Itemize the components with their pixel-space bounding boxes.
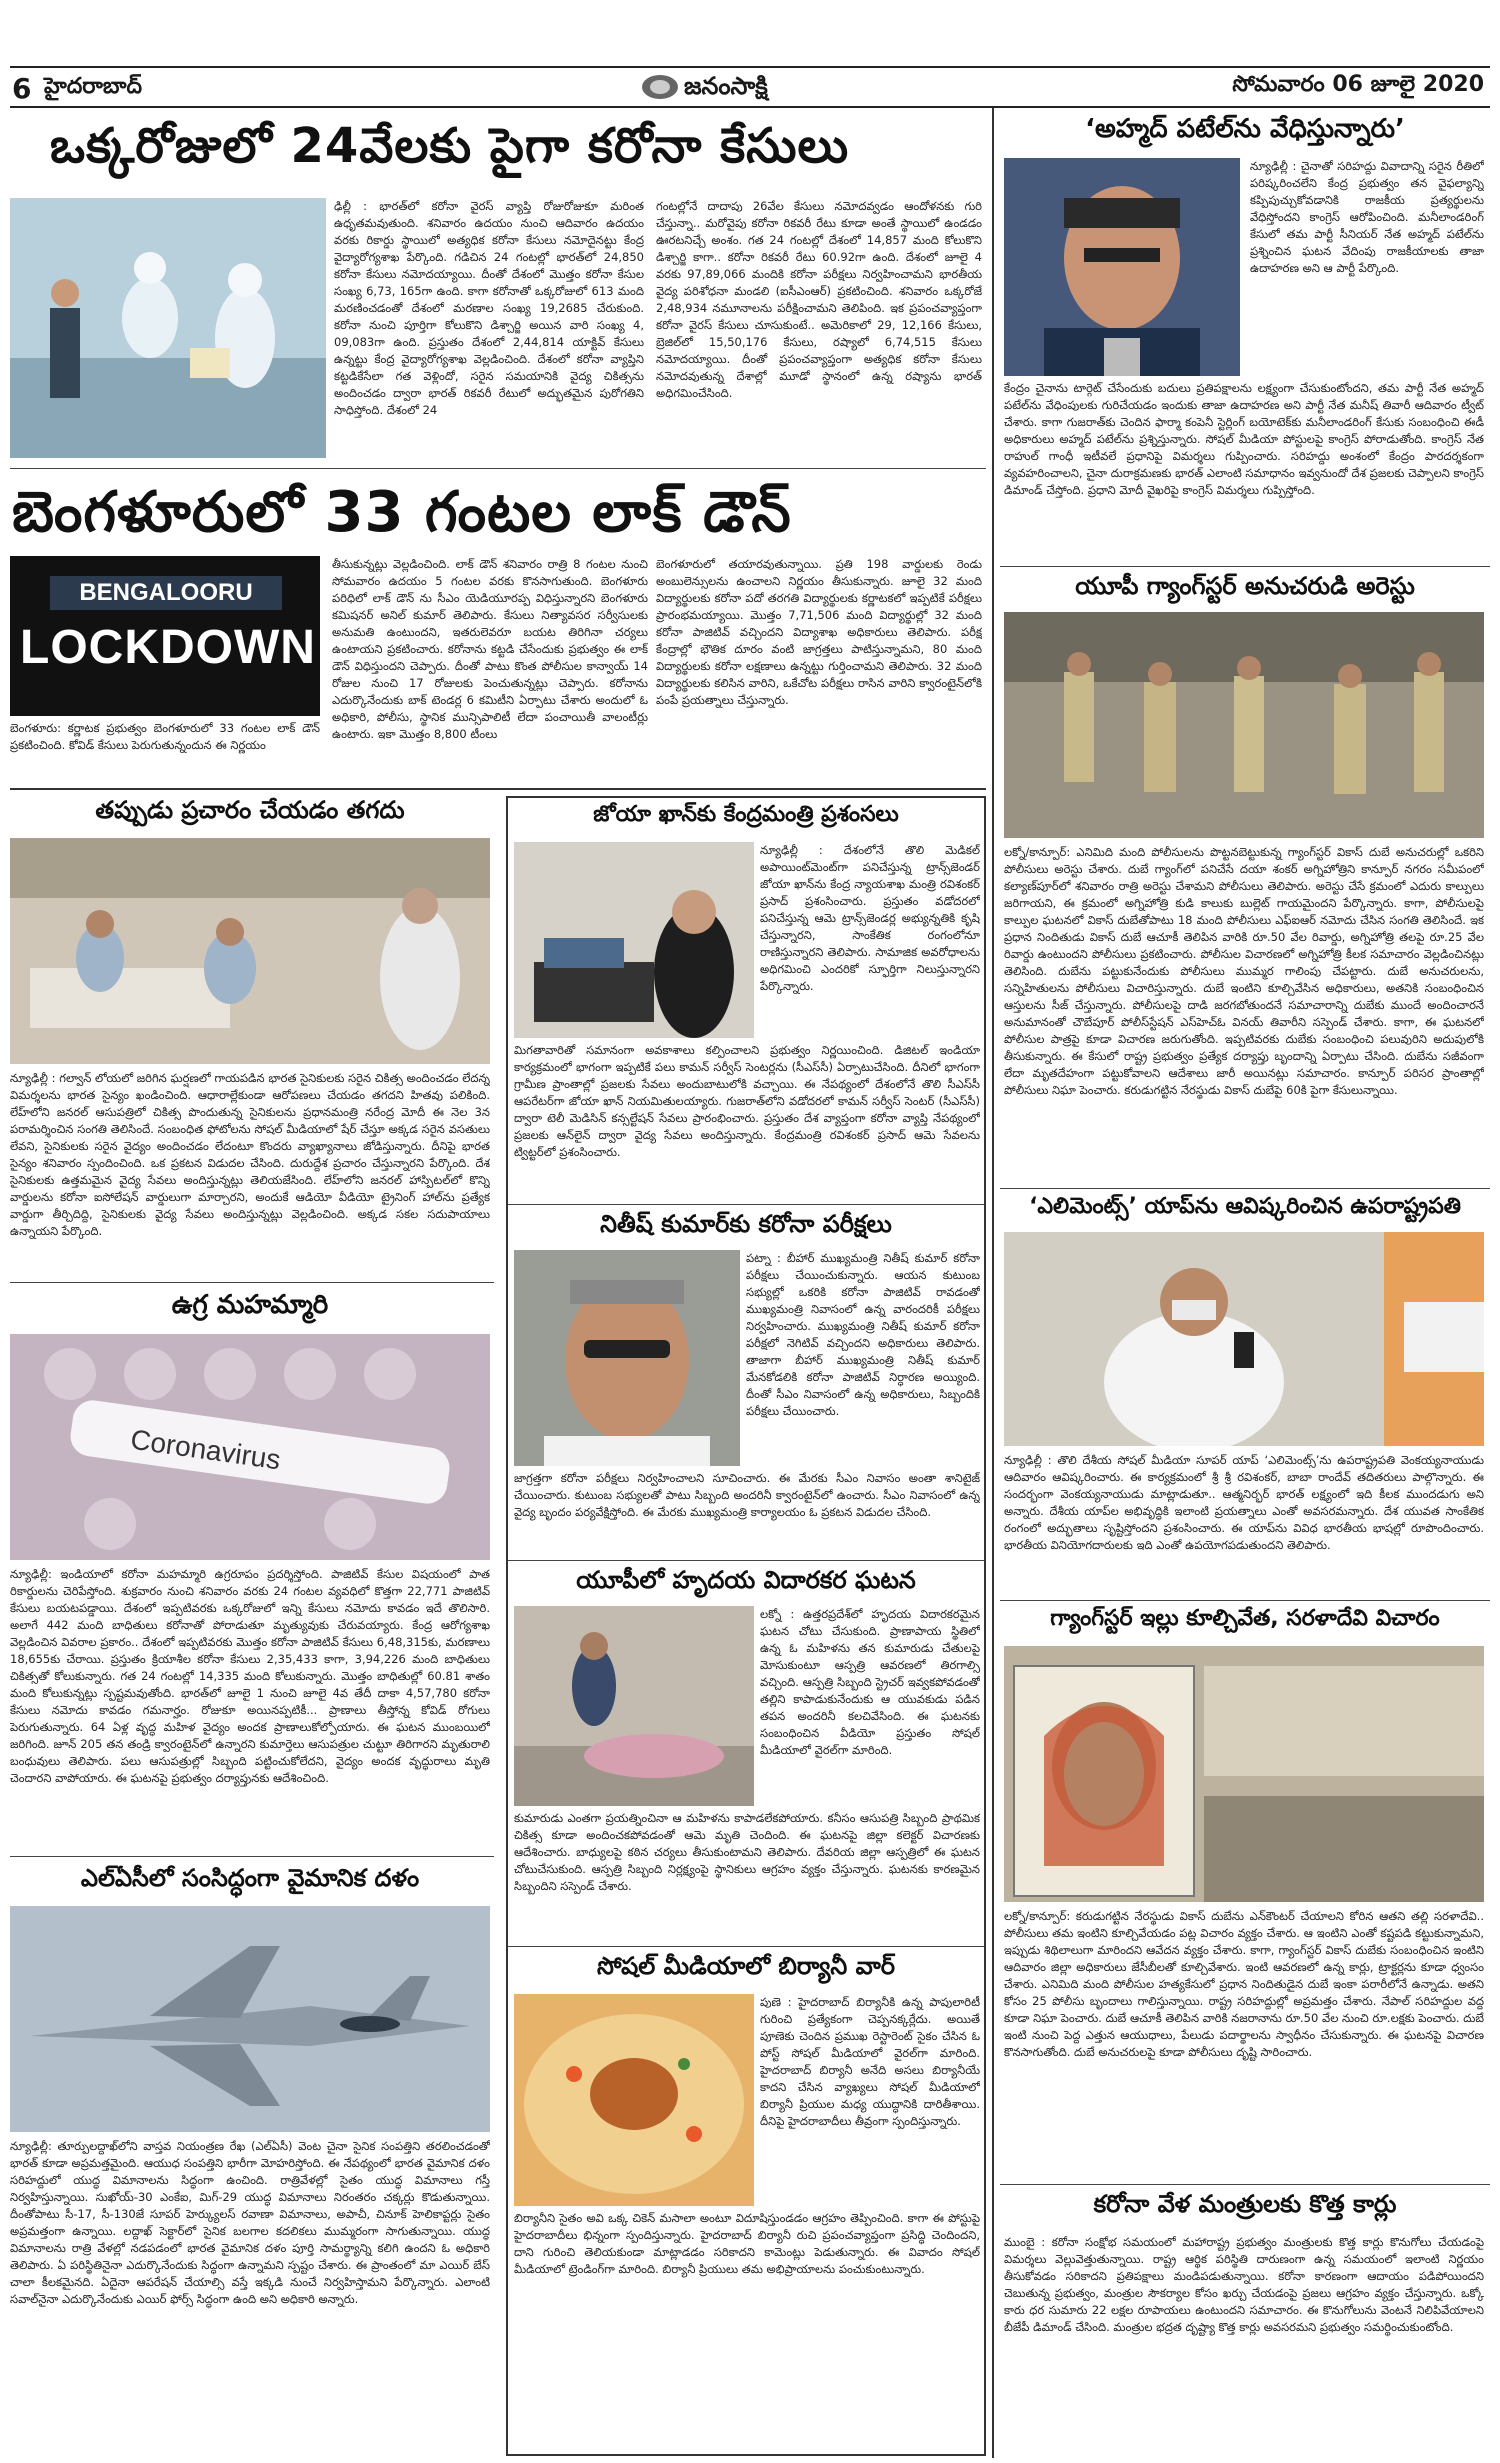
photo-nitish [514, 1250, 740, 1466]
photo-coronavirus-tube [10, 1334, 490, 1560]
issue-date: సోమవారం 06 జూలై 2020 [1232, 72, 1484, 97]
photo-fighter-jet [10, 1906, 490, 2132]
body-bengaluru-1: తీసుకున్నట్లు వెల్లడించింది. లాక్‌ డౌన్‌ శనివారం రాత్రి 8 గంటల నుంచి సోమవారం ఉదయం 5 గంటల వరకు కొనసాగుతుంది. బెంగళూరు పరిధిలో లాక్‌ డౌన్‌ ను సీఎం యెడియూరప్ప విధిస్తున్నారని బెంగళూరు కమిషనర్‌ అనిల్‌ కుమార్‌ తెలిపారు. కేసులు నిత్యావసర సర్వీసులకు అనుమతి ఉంటుందని, ఇతరులెవరూ బయట తిరిగినా చర్యలు ఉంటాయని ప్రకటించారు. కరోనాను కట్టడి చేసేందుకు ప్రభుత్వం ఈ లాక్‌ డౌన్‌ విధిస్తుందని చెప్పారు. దీంతో పాటు కొంత పోలీసుల కాన్వాయ్‌ 14 రోజుల నుంచి 17 రోజులకు పెంచుతున్నట్లు చెప్పారు. కరోనాను ఎదుర్కొనేందుకు బాక్‌ టెండర్ల 6 కమిటీని ఏర్పాటు చేశారు అందులో ఓ అధికారి, పోలీసు, స్థానిక మున్సిపాలిటీ లేదా పంచాయితీ వాలంటీర్లు ఉంటారు. ఇకా మొత్తం 8,800 టీంలు [332, 557, 648, 741]
headline-up-tragedy: యూపీలో హృదయ విదారకర ఘటన [576, 1566, 916, 1594]
masthead-rule [10, 66, 1490, 68]
separator [10, 1856, 494, 1857]
caption-bengaluru: బెంగళూరు: కర్ణాటక ప్రభుత్వం బెంగళూరులో 33 గంటల లాక్‌ డౌన్‌ ప్రకటించింది. కోవిడ్‌ కేసులు పెరుగుతున్నందున ఈ నిర్ణయం [10, 721, 320, 752]
logo-emblem-icon [640, 72, 680, 102]
body-gangster-house: లక్నో/కాన్పూర్‌: కరుడుగట్టిన నేరస్థుడు వికాస్‌ దుబేను ఎన్‌కౌంటర్‌ చేయాలని కోరిన ఆతని తల్లి సరళాదేవి.. పోలీసులు తమ ఇంటిని కూల్చివేయడం పట్ల విచారం వ్యక్తం చేశారు. ఆ ఇంటిని ఎంతో కష్టపడి కట్టుకున్నామని, ఇప్పుడు శిథిలాలుగా మారిందని ఆవేదన వ్యక్తం చేశారు. కాగా, గ్యాంగ్‌స్టర్‌ వికాస్‌ దుబేకు సంబంధించిన ఇంటిని ఆదివారం జిల్లా అధికారులు జేసీబీలతో కూల్చివేశారు. ఇంటి ఆవరణలో ఉన్న కార్లు, ట్రాక్టర్లను కూడా ధ్వంసం చేశారు. ఎనిమిది మంది పోలీసుల హత్యకేసులో ప్రధాన నిందితుడైన దుబే ఇంకా పరారీలోనే ఉన్నాడు. అతని కోసం 25 పోలీసు బృందాలు గాలిస్తున్నాయి. రాష్ట్ర సరిహద్దుల్లో అప్రమత్తం చేశారు. నేపాల్‌ సరిహద్దుల వద్ద కూడా నిఘా పెంచారు. దుబే ఆచూకీ తెలిపిన వారికి నజరానాను రూ.50 వేల నుంచి రూ.లక్షకు పెంచారు. దుబే ఇంటి నుంచి పెద్ద ఎత్తున ఆయుధాలు, పేలుడు పదార్థాలను స్వాధీనం చేసుకున్నారు. ఈ ఘటనపై విచారణ కొనసాగుతోంది. దుబే అనుచరులపై కూడా పోలీసులు దృష్టి సారించారు. [1004, 1909, 1484, 2059]
separator [10, 468, 986, 469]
body-biryani-2: బిర్యానీని సైతం అవి ఒక్క చికెన్‌ మసాలా అంటూ విదూషిస్తుండడం ఆగ్రహం తెప్పించింది. కాగా ఈ పోస్టుపై హైదరాబాదీలు భిన్నంగా స్పందిస్తున్నారు. హైదరాబాద్‌ బిర్యానీ రుచి ప్రపంచవ్యాప్తంగా ప్రసిద్ధి చెందిందని, దాని గురించి తెలియకుండా మాట్లాడడం సరికాదని కామెంట్లు పెడుతున్నారు. ఈ వివాదం సోషల్‌ మీడియాలో ట్రెండింగ్‌గా మారింది. బిర్యానీ ప్రియులు తమ అభిప్రాయాలను పంచుకుంటున్నారు. [514, 2211, 980, 2276]
coronavirus-label: Coronavirus [128, 1423, 283, 1476]
police-crowd-photo-icon [1004, 612, 1484, 838]
photo-manish-tewari [1004, 158, 1240, 376]
separator [1000, 1600, 1490, 1601]
body-up-tragedy-1: లక్నో : ఉత్తరప్రదేశ్‌లో హృదయ విదారకరమైన ఘటన చోటు చేసుకుంది. ప్రాణాపాయ స్థితిలో ఉన్న ఓ మహిళను తన కుమారుడు చేతులపై మోసుకుంటూ ఆస్పత్రి ఆవరణలో తిరగాల్సి వచ్చింది. ఆస్పత్రి సిబ్బంది స్ట్రెచర్‌ ఇవ్వకపోవడంతో తల్లిని కాపాడుకునేందుకు ఆ యువకుడు పడిన తపన అందరినీ కలచివేసింది. ఈ ఘటనకు సంబంధించిన వీడియో ప్రస్తుతం సోషల్‌ మీడియాలో వైరల్‌గా మారింది. [760, 1607, 980, 1757]
medical-team-photo-icon [10, 198, 326, 458]
body-nitish-2: జాగ్రత్తగా కరోనా పరీక్షలు నిర్వహించాలని సూచించారు. ఈ మేరకు సీఎం నివాసం అంతా శానిటైజ్‌ చేయించారు. కుటుంబ సభ్యులతో పాటు సిబ్బంది అందరినీ క్వారంటైన్‌లో ఉంచారు. సీఎం నివాసంలో ఉన్న వైద్య బృందం పర్యవేక్షిస్తోంది. ఈ మేరకు ముఖ్యమంత్రి కార్యాలయం ఓ ప్రకటన విడుదల చేసింది. [514, 1471, 980, 1519]
headline-up-gangster: యూపీ గ్యాంగ్‌స్టర్‌ అనుచరుడి అరెస్టు [1075, 572, 1415, 600]
body-zoya-1: న్యూఢిల్లీ : దేశంలోనే తొలి మెడికల్‌ అపాయింట్‌మెంట్‌గా పనిచేస్తున్న ట్రాన్స్‌జెండర్‌ జోయా ఖాన్‌ను కేంద్ర న్యాయశాఖ మంత్రి రవిశంకర్‌ ప్రసాద్‌ ప్రశంసించారు. ప్రస్తుతం వడోదరలో పనిచేస్తున్న ఆమె ట్రాన్స్‌జెండర్ల అభ్యున్నతికి కృషి చేస్తున్నారని, సాంకేతిక రంగంలోనూ రాణిస్తున్నారని తెలిపారు. సామాజిక అవరోధాలను అధిగమించి ఎందరికో స్ఫూర్తిగా నిలుస్తున్నారని పేర్కొన్నారు. [760, 843, 980, 993]
body-corona24k-2: గంటల్లోనే దాదాపు 26వేల కేసులు నమోదవ్వడం ఆందోళనకు గురి చేస్తున్నా.. మరోవైపు కరోనా రికవరీ రేటు కూడా అంతే స్థాయిలో ఉండడం ఊరటనిచ్చే అంశం. గత 24 గంటల్లో దేశంలో 14,857 మంది కోలుకొని డిశ్చార్జి కాగా.. కరోనా రికవరీ రేటు 60.92గా ఉంది. దేశంలో జూలై 4 వరకు 97,89,066 మందికి కరోనా పరీక్షలు నిర్వహించామని భారతీయ వైద్య పరిశోధనా మండలి (ఐసీఎంఆర్‌) ప్రకటించింది. శనివారం ఒక్కరోజే 2,48,934 నమూనాలను పరీక్షించామని తెలిపింది. ఇక ప్రపంచవ్యాప్తంగా కరోనా వైరస్‌ కేసులు చూసుకుంటే.. అమెరికాలో 29, 12,166 కేసులు, బ్రెజిల్‌లో 15,50,176 కేసులు, రష్యాలో 6,74,515 కేసులు నమోదయ్యాయి. దీంతో ప్రపంచవ్యాప్తంగా అత్యధిక కరోనా కేసులు నమోదవుతున్న దేశాల్లో మూడో స్థానంలో ఉన్న రష్యాను భారత్‌ అధిగమించేసింది. [656, 199, 982, 400]
body-ahmed-1: న్యూఢిల్లీ : చైనాతో సరిహద్దు వివాదాన్ని సరైన రీతిలో పరిష్కరించలేని కేంద్ర ప్రభుత్వం తన వైఫల్యాన్ని కప్పిపుచ్చుకోవడానికి రాజకీయ ప్రత్యర్థులను వేధిస్తోందని కాంగ్రెస్‌ ఆరోపించింది. మనీలాండరింగ్‌ కేసులో తమ పార్టీ సీనియర్‌ నేత అహ్మద్‌ పటేల్‌ను ప్రశ్నించిన ఘటన వేదింపు రాజకీయాలకు తాజా ఉదాహరణ అని ఆ పార్టీ పేర్కొంది. [1250, 159, 1484, 275]
photo-police [1004, 612, 1484, 838]
headline-iaf: ఎల్‌ఏసీలో సంసిద్ధంగా వైమానిక దళం [80, 1864, 420, 1892]
body-up-gangster: లక్నో/కాన్పూర్‌: ఎనిమిది మంది పోలీసులను పొట్టనబెట్టుకున్న గ్యాంగ్‌స్టర్‌ వికాస్‌ దుబే అనుచరుల్లో ఒకరిని పోలీసులు అరెస్టు చేశారు. దుబే గ్యాంగ్‌లో పనిచేసే దయా శంకర్‌ అగ్నిహోత్రిని కాన్పూర్‌ నగరం సమీపంలో కల్యాణ్‌పూర్‌లో శనివారం రాత్రి అరెస్టు చేశామని పోలీసులు తెలిపారు. అరెస్టు చేసే క్రమంలో ఎదురు కాల్పులు జరిగాయని, ఈ క్రమంలో అగ్నిహోత్రి కుడి కాలుకు బుల్లెట్‌ గాయమైందని పేర్కొన్నారు. కాగా, పోలీసులపై కాల్పుల ఘటనలో వికాస్‌ దుబేతోపాటు 18 మంది పోలీసులు ఎఫ్‌ఐఆర్‌ నమోదు చేసిన సంగతి తెలిసిందే. ఇక ప్రధాన నిందితుడు వికాస్‌ దుబే ఆచూకీ తెలిపిన వారికి రూ.50 వేల రివార్డు, అగ్నిహోత్రి తలపై రూ.25 వేల రివార్డు ఉంటుందని పోలీసులు ప్రకటించారు. పోలీసుల విచారణలో అగ్నిహోత్రి కీలక సమాచారం వెల్లడించినట్లు తెలిసింది. దుబేను పట్టుకునేందుకు పోలీసులు ముమ్మర గాలింపు చేపట్టారు. దుబే అనుచరులను, సన్నిహితులను పోలీసులు విచారిస్తున్నారు. దుబే ఇంటిని కూల్చివేసిన అధికారులు, అతనికి సంబంధించిన ఆస్తులను సీజ్‌ చేస్తున్నారు. పోలీసులపై దాడి జరగబోతుందనే సమాచారాన్ని దుబేకు ముందే అందించారనే అనుమానంతో చౌబేపూర్‌ పోలీస్‌స్టేషన్‌ ఎస్‌హెచ్‌ఓ వినయ్‌ తివారీని సస్పెండ్‌ చేశారు. కాగా, ఈ ఘటనలో పోలీసుల పాత్రపై కూడా విచారణ జరుగుతోంది. ఇప్పటివరకు దుబేకు సంబంధించి పలువురిని అదుపులోకి తీసుకున్నారు. ఈ కేసులో రాష్ట్ర ప్రభుత్వం ప్రత్యేక దర్యాప్తు బృందాన్ని ఏర్పాటు చేసింది. దుబేను సజీవంగా లేదా మృతదేహంగా పట్టుకోవాలని ఆదేశాలు జారీ అయినట్లు సమాచారం. కాన్పూర్‌ పరిసర ప్రాంతాల్లో పోలీసులు నిఘా పెంచారు. కరుడుగట్టిన నేరస్థుడు వికాస్‌ దుబేపై 60కి పైగా కేసులున్నాయి. [1004, 845, 1484, 1097]
headline-epidemic: ఉగ్ర మహమ్మారి [171, 1290, 329, 1320]
column-divider [992, 108, 994, 2458]
headline-elements: ‘ఎలిమెంట్స్‌’ యాప్‌ను ఆవిష్కరించిన ఉపరాష్ట్రపతి [1029, 1194, 1461, 1219]
photo-modi-hospital [10, 838, 490, 1064]
body-epidemic: న్యూఢిల్లీ: ఇండియాలో కరోనా మహమ్మారి ఉగ్రరూపం ప్రదర్శిస్తోంది. పాజిటివ్‌ కేసుల విషయంలో పాత రికార్డులను చెరిపేస్తోంది. శుక్రవారం నుంచి శనివారం వరకు 24 గంటల వ్యవధిలో కొత్తగా 22,771 పాజిటివ్‌ కేసులు బయటపడ్డాయి. దేశంలో ఇప్పటివరకు ఒక్కరోజులో ఇన్ని కేసులు నమోదు కావడం ఇదే తొలిసారి. అలాగే 442 మంది బాధితులు కరోనాతో పోరాడుతూ మృత్యువుకు చేరువయ్యారు. కేంద్ర ఆరోగ్యశాఖ వెల్లడించిన వివరాల ప్రకారం.. దేశంలో ఇప్పటివరకు మొత్తం కరోనా పాజిటివ్‌ కేసులు 6,48,315కు, మరణాలు 18,655కు చేరాయి. ప్రస్తుతం క్రియాశీల కరోనా కేసులు 2,35,433 కాగా, 3,94,226 మంది బాధితులు చికిత్సతో కోలుకున్నారు. గత 24 గంటల్లో 14,335 మంది కోలుకున్నారు. మొత్తం బాధితుల్లో 60.81 శాతం మంది కోలుకున్నట్లు స్పష్టమవుతోంది. భారత్‌లో జూలై 1 నుంచి జూలై 4వ తేదీ దాకా 4,57,780 కరోనా కేసులు నమోదు కావడం గమనార్హం. రోజుకూ అయినప్పటికీ... ప్రాణాలు తీస్తోన్న కోవిడ్‌ రోగులు పెరుగుతున్నారు. 64 ఏళ్ల వృద్ధ మహిళ వైద్యం అందక ప్రాణాలుకోల్పోయారు. ఈ ఘటన ముంబయిలో జరిగింది. జూన్‌ 205 తన తండ్రి క్వారంటైన్‌లో ఉన్నారని కుమార్తెలు ఆసుపత్రుల చుట్టూ తిరిగారని మృతురాలి బంధువులు తెలిపారు. పలు ఆసుపత్రుల్లో సిబ్బంది పట్టించుకోలేదని, వైద్యం అందక వృద్ధురాలు మృతి చెందారని వాపోయారు. ఈ ఘటనపై ప్రభుత్వం దర్యాప్తునకు ఆదేశించింది. [10, 1567, 490, 1785]
headline-bengaluru: బెంగళూరులో 33 గంటల లాక్‌ డౌన్‌ [12, 480, 792, 545]
hospital-incident-photo-icon [514, 1606, 754, 1806]
hospital-visit-photo-icon [10, 838, 490, 1064]
paper-logo [640, 70, 860, 104]
body-zoya-2: మిగతావారితో సమానంగా అవకాశాలు కల్పించాలని ప్రభుత్వం నిర్ణయించింది. డిజిటల్‌ ఇండియా కార్యక్రమంలో భాగంగా ఇప్పటికే పలు కామన్‌ సర్వీస్‌ సెంటర్లను (సీఎస్‌సీ) ఏర్పాటుచేసింది. దీనిలో భాగంగా గ్రామీణ ప్రాంతాల్లో ప్రజలకు సేవలు అందుబాటులోకి వచ్చాయి. ఈ నేపథ్యంలో దేశంలోనే తొలి సీఎస్‌సీ ఆపరేటర్‌గా జోయా ఖాన్‌ నియమితులయ్యారు. గుజరాత్‌లోని వడోదరలో కామన్‌ సర్వీస్‌ సెంటర్‌ (సీఎస్‌సీ) ద్వారా టెలీ మెడిసిన్‌ కన్సల్టేషన్‌ సేవలు ప్రారంభించారు. ప్రస్తుతం దేశ వ్యాప్తంగా కరోనా వ్యాప్తి నేపథ్యంలో ప్రజలకు ఆన్‌లైన్‌ ద్వారా వైద్య సేవలు అందిస్తున్నారు. కేంద్రమంత్రి రవిశంకర్‌ ప్రసాద్‌ ఆమె సేవలను ట్విట్టర్‌లో ప్రశంసించారు. [514, 1043, 980, 1159]
headline-gangster-house: గ్యాంగ్‌స్టర్‌ ఇల్లు కూల్చివేత, సరళాదేవి విచారం [1050, 1606, 1440, 1631]
body-biryani-1: పుణె : హైదరాబాద్‌ బిర్యానీకి ఉన్న పాపులారిటీ గురించి ప్రత్యేకంగా చెప్పనక్కర్లేదు. అయితే పూణెకు చెందిన ప్రముఖ రెస్టారెంట్‌ సైకం చేసిన ఓ పోస్ట్‌ సోషల్‌ మీడియాలో వైరల్‌గా మారింది. హైదరాబాద్‌ బిర్యానీ అనేది అసలు బిర్యానీయే కాదని చేసిన వ్యాఖ్యలు సోషల్‌ మీడియాలో బిర్యానీ ప్రియుల మధ్య యుద్ధానికి దారితీశాయి. దీనిపై హైదరాబాదీలు తీవ్రంగా స్పందిస్తున్నారు. [760, 1995, 980, 2128]
headline-ahmed: ‘అహ్మద్‌ పటేల్‌ను వేధిస్తున్నారు’ [1085, 114, 1405, 144]
headline-ministers-cars: కరోనా వేళ మంత్రులకు కొత్త కార్లు [1093, 2190, 1397, 2218]
headline-nitish: నితీష్‌ కుమార్‌కు కరోనా పరీక్షలు [600, 1210, 892, 1238]
portrait-photo-icon [1004, 158, 1240, 376]
biryani-photo-icon [514, 1994, 754, 2206]
body-elements: న్యూఢిల్లీ : తొలి దేశీయ సోషల్‌ మీడియా సూపర్‌ యాప్‌ ‘ఎలిమెంట్స్‌’ను ఉపరాష్ట్రపతి వెంకయ్యనాయుడు ఆదివారం ఆవిష్కరించారు. ఈ కార్యక్రమంలో శ్రీ శ్రీ రవిశంకర్‌, బాబా రాందేవ్‌ తదితరులు పాల్గొన్నారు. ఈ సందర్భంగా వెంకయ్యనాయుడు మాట్లాడుతూ.. ఆత్మనిర్భర్‌ భారత్‌ లక్ష్యంలో ఇది కీలక ముందడుగు అని అన్నారు. దేశీయ యాప్‌ల అభివృద్ధికి ఇలాంటి ప్రయత్నాలు ఎంతో అవసరమన్నారు. దేశ యువత సాంకేతిక రంగంలో అద్భుతాలు సృష్టిస్తోందని ప్రశంసించారు. ఈ యాప్‌ను వివిధ భారతీయ భాషల్లో రూపొందించారు. భారతీయ వినియోగదారులకు ఇది ఎంతో ఉపయోగపడుతుందని తెలిపారు. [1004, 1453, 1484, 1552]
photo-venkaiah [1004, 1232, 1484, 1446]
headline-zoya: జోయా ఖాన్‌కు కేంద్రమంత్రి ప్రశంసలు [593, 802, 899, 827]
headline-corona24k: ఒక్కరోజులో 24వేలకు పైగా కరోనా కేసులు [50, 118, 850, 174]
lockdown-banner: BENGALOORU [50, 576, 282, 610]
page-number: 6 [12, 72, 32, 105]
body-ahmed-2: కేంద్రం చైనాను టార్గెట్‌ చేసేందుకు బదులు ప్రతిపక్షాలను లక్ష్యంగా చేసుకుంటోందని, తమ పార్టీ నేత అహ్మద్‌ పటేల్‌ను వేధింపులకు గురిచేయడం ఇందుకు తాజా ఉదాహరణ అని పార్టీ నేత మనీష్‌ తివారీ ఆదివారం ట్వీట్‌ చేశారు. కాగా గుజరాత్‌కు చెందిన ఫార్మా కంపెనీ స్టెర్లింగ్‌ బయోటెక్‌కు మనీలాండరింగ్‌ కేసుకు సంబంధించి ఈడీ అధికారులు అహ్మద్‌ పటేల్‌ను ప్రశ్నిస్తున్నారు. సోషల్‌ మీడియా పోస్టులపై కాంగ్రెస్‌ పోరాడుతోంది. కాంగ్రెస్‌ నేత రాహుల్‌ గాంధీ ఇటీవలే ప్రధానిపై విమర్శలు గుప్పించారు. సరిహద్దు అంశంలో కేంద్రం పారదర్శకంగా వ్యవహరించాలని, చైనా దురాక్రమణకు భారత్‌ ఎలాంటి సమాధానం ఇవ్వనుందో దేశ ప్రజలకు చెప్పాలని కాంగ్రెస్‌ డిమాండ్‌ చేస్తోంది. ప్రధాని మోదీ వైఖరిపై కాంగ్రెస్‌ విమర్శలు గుప్పిస్తోంది. [1004, 381, 1484, 497]
photo-up-tragedy [514, 1606, 754, 1806]
paper-name: జనంసాక్షి [684, 72, 768, 100]
fighter-jet-photo-icon [10, 1906, 490, 2132]
separator [1000, 1188, 1490, 1189]
separator [508, 1204, 984, 1205]
demolition-photo-icon [1004, 1646, 1484, 1902]
separator [10, 1282, 494, 1283]
headline-wrong-propaganda: తప్పుడు ప్రచారం చేయడం తగదు [95, 796, 405, 824]
body-nitish-1: పట్నా : బీహార్‌ ముఖ్యమంత్రి నితీష్‌ కుమార్‌ కరోనా పరీక్షలు చేయించుకున్నారు. ఆయన కుటుంబ సభ్యుల్లో ఒకరికి కరోనా పాజిటివ్‌ రావడంతో ముఖ్యమంత్రి నివాసంలో ఉన్న వారందరికీ పరీక్షలు నిర్వహించారు. ముఖ్యమంత్రి నితీష్‌ కుమార్‌ కరోనా పరీక్షలో నెగిటివ్‌ వచ్చిందని అధికారులు తెలిపారు. తాజాగా బీహార్‌ ముఖ్యమంత్రి నితీష్‌ కుమార్‌ మేనకోడలికి కరోనా పాజిటివ్‌ నిర్ధారణ అయ్యింది. దీంతో సీఎం నివాసంలో ఉన్న అధికారులు, సిబ్బందికి పరీక్షలు చేయించారు. [746, 1251, 980, 1418]
headline-biryani: సోషల్‌ మీడియాలో బిర్యానీ వార్‌ [596, 1952, 896, 1980]
nitish-portrait-icon [514, 1250, 740, 1466]
separator [10, 788, 986, 790]
vice-president-photo-icon [1004, 1232, 1484, 1446]
body-up-tragedy-2: కుమారుడు ఎంతగా ప్రయత్నించినా ఆ మహిళను కాపాడలేకపోయారు. కనీసం ఆసుపత్రి సిబ్బంది ప్రాథమిక చికిత్స కూడా అందించకపోవడంతో ఆమె మృతి చెందింది. ఈ ఘటనపై జిల్లా కలెక్టర్‌ విచారణకు ఆదేశించారు. బాధ్యులపై కఠిన చర్యలు తీసుకుంటామని తెలిపారు. దేవరియ జిల్లా ఆస్పత్రిలో ఈ ఘటన చోటుచేసుకుంది. ఆస్పత్రి సిబ్బంది నిర్లక్ష్యంపై స్థానికులు ఆగ్రహం వ్యక్తం చేస్తున్నారు. ఘటనకు కారణమైన సిబ్బందిని సస్పెండ్‌ చేశారు. [514, 1811, 980, 1893]
city-name: హైదరాబాద్ [44, 74, 142, 99]
lockdown-title: LOCKDOWN [20, 621, 316, 674]
body-corona24k-1: ఢిల్లీ : భారత్‌లో కరోనా వైరస్‌ వ్యాప్తి రోజురోజుకూ మరింత ఉధృతమవుతుంది. శనివారం ఉదయం నుంచి ఆదివారం ఉదయం వరకు రికార్డు స్థాయిలో అత్యధిక కరోనా కేసులు నమోదైనట్టు కేంద్ర వైద్యారోగ్యశాఖ పేర్కొంది. గడిచిన 24 గంటల్లో భారత్‌లో 24,850 కరోనా కేసులు నమోదయ్యాయి. దీంతో దేశంలో మొత్తం కరోనా కేసుల సంఖ్య 6,73, 165గా ఉంది. కాగా కరోనాతో ఒక్కరోజులో 613 మంది మరణించడంతో దేశంలో మరణాల సంఖ్య 19,2685 చేరుకుంది. కరోనా నుంచి పూర్తిగా కోలుకొని డిశ్చార్జి అయిన వారి సంఖ్య 4, 09,083గా ఉంది. ప్రస్తుతం దేశంలో 2,44,814 యాక్టివ్‌ కేసులు ఉన్నట్టు కేంద్ర వైద్యారోగ్యశాఖ వెల్లడించింది. దేశంలో కరోనా వ్యాప్తిని కట్టడికేసేలా గత వెళ్లిందో, సరైన సమయానికి వైద్య చికిత్సను అందించడం ద్వారా భారత్‌ రికవరీ రేటులో అద్భుతమైన పురోగతిని సాధిస్తోంది. దేశంలో 24 [334, 199, 644, 417]
separator [1000, 2184, 1490, 2185]
body-ministers-cars: ముంబై : కరోనా సంక్షోభ సమయంలో మహారాష్ట్ర ప్రభుత్వం మంత్రులకు కొత్త కార్లు కొనుగోలు చేయడంపై విమర్శలు వెల్లువెత్తుతున్నాయి. రాష్ట్ర ఆర్థిక పరిస్థితి దారుణంగా ఉన్న సమయంలో ఇలాంటి నిర్ణయం తీసుకోవడం సరికాదని ప్రతిపక్షాలు మండిపడుతున్నాయి. కరోనా కారణంగా ఆదాయం పడిపోయిందని చెబుతున్న ప్రభుత్వం, మంత్రుల సౌకర్యాల కోసం ఖర్చు చేయడంపై ప్రజలు ఆగ్రహం వ్యక్తం చేస్తున్నారు. ఒక్కో కారు ధర సుమారు 22 లక్షల రూపాయలు ఉంటుందని సమాచారం. ఈ కొనుగోలును వెంటనే నిలిపివేయాలని బీజేపీ డిమాండ్‌ చేసింది. మంత్రుల భద్రత దృష్ట్యా కొత్త కార్లు అవసరమని ప్రభుత్వం సమర్థించుకుంటోంది. [1004, 2235, 1484, 2334]
separator [508, 1560, 984, 1561]
body-iaf: న్యూఢిల్లీ: తూర్పులద్దాఖ్‌లోని వాస్తవ నియంత్రణ రేఖ (ఎల్‌ఏసీ) వెంట చైనా సైనిక సంపత్తిని తరలించడంతో భారత్‌ కూడా అప్రమత్తమైంది. ఆయుధ సంపత్తిని భారీగా మోహరిస్తోంది. ఈ నేపథ్యంలో భారత వైమానిక దళం సరిహద్దులో యుద్ధ విమానాలను సిద్ధంగా ఉంచింది. రాత్రివేళల్లో సైతం యుద్ధ విమానాలు గస్తీ నిర్వహిస్తున్నాయి. సుఖోయ్‌-30 ఎంకేఐ, మిగ్‌-29 యుద్ధ విమానాలు నిరంతరం చక్కర్లు కొడుతున్నాయి. దీంతోపాటు సీ-17, సీ-130జే సూపర్‌ హెర్క్యులస్‌ రవాణా విమానాలు, అపాచీ, చినూక్‌ హెలికాప్టర్లు సైతం అప్రమత్తంగా ఉన్నాయి. లద్దాఖ్‌ సెక్టార్‌లో సైనిక బలగాల కదలికలు ముమ్మరంగా సాగుతున్నాయి. యుద్ధ విమానాలను రాత్రి వేళల్లో నడపడంలో భారత వైమానిక దళం పూర్తి సామర్థ్యాన్ని కలిగి ఉందని ఓ అధికారి తెలిపారు. ఏ పరిస్థితినైనా ఎదుర్కొనేందుకు సిద్ధంగా ఉన్నామని స్పష్టం చేశారు. ఈ ప్రాంతంలో మా ఎయిర్‌ బేస్‌ చాలా కీలకమైనది. ఏదైనా ఆపరేషన్‌ చేయాల్సి వస్తే ఇక్కడి నుంచే నిర్వహిస్తామని పేర్కొన్నారు. ఎలాంటి సవాల్‌నైనా ఎదుర్కొనేందుకు ఎయిర్‌ ఫోర్స్‌ సిద్ధంగా ఉంది అని అధికారి అన్నారు. [10, 2139, 490, 2306]
photo-zoya [514, 842, 754, 1038]
body-bengaluru-2: బెంగళూరులో తయారవుతున్నాయి. ప్రతి 198 వార్డులకు రెండు అంబులెన్సులను ఉంచాలని నిర్ణయం తీసుకున్నారు. జూలై 32 మంది విద్యార్థులకు కరోనా పదో తరగతి విద్యార్థులకు కర్ణాటకలో ఇప్పటికే పరీక్షలు ప్రారంభమయ్యాయి. మొత్తం 7,71,506 మంది విద్యార్థుల్లో 32 మంది కరోనా పాజిటివ్‌ వచ్చిందని విద్యాశాఖ అధికారులు తెలిపారు. పరీక్ష కేంద్రాల్లో భౌతిక దూరం వంటి జాగ్రత్తలు పాటిస్తున్నామని, 80 మంది విద్యార్థులకు కరోనా లక్షణాలు ఉన్నట్టు గుర్తించామని తెలిపారు. 32 మంది విద్యార్థులకు కలిసిన వారిని, ఒకేచోట పరీక్షలు రాసిన వారిని క్వారంటైన్‌లోకి పంపే ప్రయత్నాలు చేస్తున్నారు. [656, 557, 982, 707]
photo-testing [10, 198, 326, 458]
body-wrong-propaganda: న్యూఢిల్లీ : గల్వాన్‌ లోయలో జరిగిన ఘర్షణలో గాయపడిన భారత సైనికులకు సరైన చికిత్స అందించడం లేదన్న విమర్శలను భారత సైన్యం ఖండించింది. ఆధారాల్లేకుండా ఆరోపణలు చేయడం తగదని హితవు పలికింది. లేహ్‌లోని జనరల్‌ ఆసుపత్రిలో చికిత్స పొందుతున్న సైనికులను ప్రధానమంత్రి నరేంద్ర మోదీ ఈ నెల 3న పరామర్శించిన సంగతి తెలిసిందే. సంబంధిత ఫోటోలను సోషల్‌ మీడియాలో షేర్‌ చేస్తూ అక్కడ సరైన వసతులు లేవని, సైనికులకు సరైన వైద్యం అందించడం లేదంటూ కొందరు వ్యాఖ్యానాలు జోడిస్తున్నారు. దీనిపై భారత సైన్యం శనివారం స్పందించింది. ఒక ప్రకటన విడుదల చేసింది. దురుద్దేశ ప్రచారం చేస్తున్నారని పేర్కొంది. దేశ సైనికులకు ఉత్తమమైన వైద్య సేవలు అందిస్తున్నట్లు తెలియజేసింది. లేహ్‌లోని జనరల్‌ హాస్పిటల్‌లో కొన్ని వార్డులను కరోనా ఐసోలేషన్‌ వార్డులుగా మార్చారని, అందుకే ఆడియో వీడియో ట్రైనింగ్‌ హాల్‌ను ప్రత్యేక వార్డుగా తీర్చిదిద్ది, సైనికులకు వైద్య సేవలు అందిస్తున్నట్లు వెల్లడించింది. అక్కడ సకల సదుపాయాలు ఉన్నాయని పేర్కొంది. [10, 1071, 490, 1238]
photo-lockdown [10, 556, 320, 716]
separator [508, 1946, 984, 1947]
masthead-bottom-rule [10, 106, 1490, 108]
separator [1000, 566, 1490, 567]
zoya-photo-icon [514, 842, 754, 1038]
photo-biryani [514, 1994, 754, 2206]
photo-demolition [1004, 1646, 1484, 1902]
